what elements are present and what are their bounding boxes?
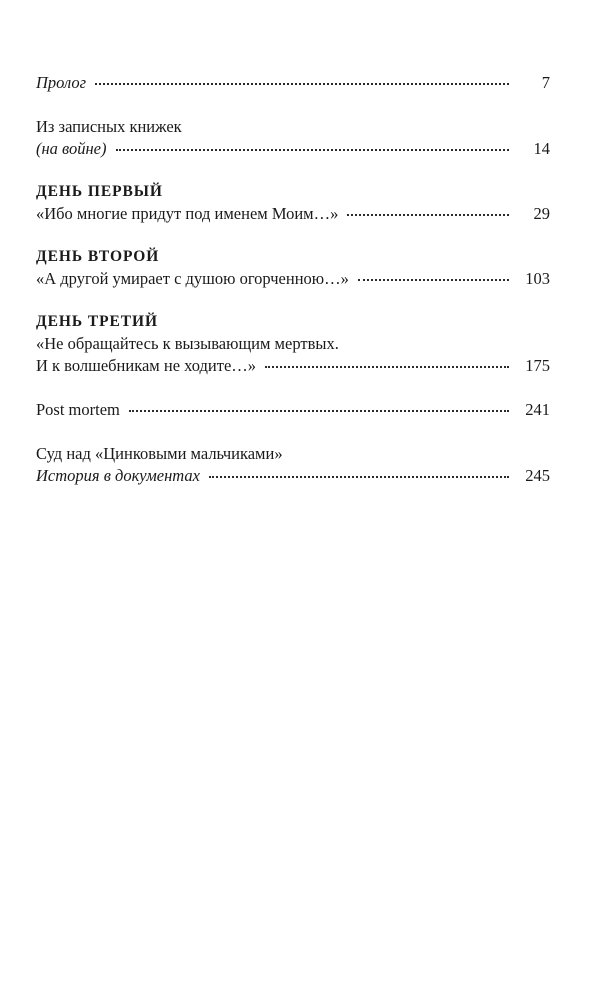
toc-page-number: 29	[533, 204, 550, 224]
dot-leader	[95, 83, 509, 85]
toc-page-number: 245	[525, 466, 550, 486]
toc-entry-post-mortem[interactable]	[36, 399, 550, 421]
toc-row	[36, 268, 550, 290]
toc-page-number: 103	[525, 268, 550, 288]
toc-entry-title: ДЕНЬ ПЕРВЫЙ	[36, 183, 163, 201]
toc-entry-title: Из записных книжек	[36, 117, 182, 137]
toc-entry-den-pervyj[interactable]	[36, 182, 550, 225]
dot-leader	[209, 476, 509, 478]
toc-page-number: 7	[541, 73, 550, 92]
toc-entry-title: ДЕНЬ ВТОРОЙ	[36, 248, 160, 266]
toc-page-number: 241	[525, 400, 550, 420]
toc-row	[36, 465, 550, 487]
toc-entry-title: Пролог	[36, 73, 87, 92]
toc-entry-title: История в документах	[36, 466, 200, 486]
toc-row	[36, 399, 550, 421]
toc-entry-title: «Ибо многие придут под именем Моим…»	[36, 204, 339, 224]
dot-leader	[358, 279, 509, 281]
toc-entry-title: Суд над «Цинковыми мальчиками»	[36, 444, 283, 464]
toc-entry-den-vtoroj[interactable]	[36, 247, 550, 290]
dot-leader	[116, 149, 509, 151]
dot-leader	[129, 410, 509, 412]
toc-entry-title: Post mortem	[36, 400, 120, 420]
toc-row	[36, 72, 550, 94]
toc-entry-title: «А другой умирает с душою огорченною…»	[36, 268, 349, 288]
toc-row	[36, 355, 550, 377]
table-of-contents	[36, 72, 550, 487]
toc-entry-title: «Не обращайтесь к вызывающим мертвых.	[36, 333, 339, 353]
dot-leader	[265, 366, 509, 368]
toc-entry-iz-zapisnyh-knizhek[interactable]	[36, 116, 550, 160]
toc-page-number: 175	[525, 355, 550, 375]
toc-row	[36, 203, 550, 225]
toc-entry-title: ДЕНЬ ТРЕТИЙ	[36, 313, 159, 331]
toc-row	[36, 138, 550, 160]
toc-page-number: 14	[533, 139, 550, 159]
toc-entry-sud-nad-cinkovymi-malchikami[interactable]	[36, 443, 550, 487]
dot-leader	[347, 214, 509, 216]
toc-entry-title: И к волшебникам не ходите…»	[36, 355, 257, 375]
toc-entry-title: (на войне)	[36, 139, 107, 159]
toc-entry-den-tretij[interactable]	[36, 312, 550, 377]
toc-entry-prolog[interactable]	[36, 72, 550, 94]
